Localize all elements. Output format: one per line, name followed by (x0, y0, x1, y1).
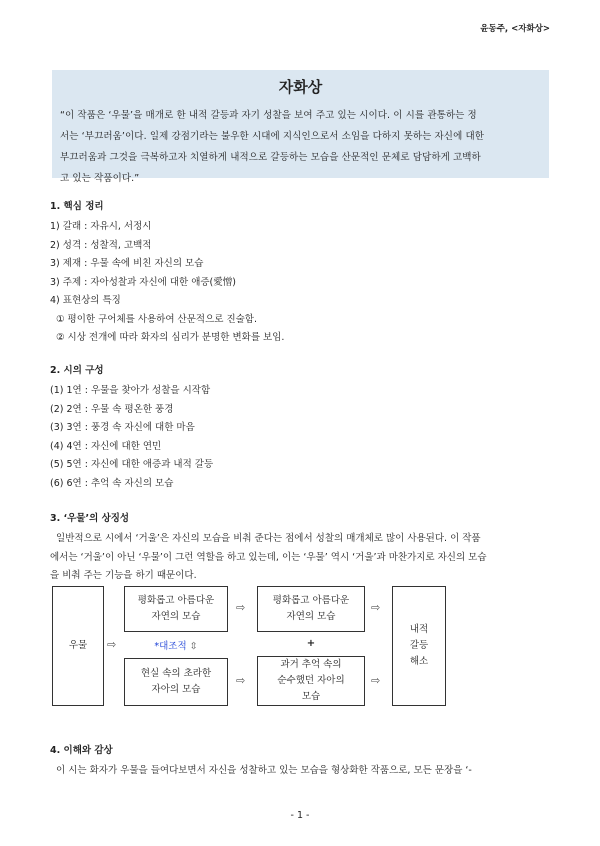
page-number: - 1 - (290, 810, 310, 821)
summary-text (60, 105, 541, 189)
list-item: 2) 성격 : 성찰적, 고백적 (50, 239, 152, 251)
box-past-self (257, 656, 365, 706)
box-conflict-resolution (392, 586, 446, 706)
box-line: 현실 속의 초라한 (140, 668, 212, 679)
summary-line: 고 있는 작품이다.” (60, 173, 140, 184)
box-line: 내적 (409, 624, 429, 635)
list-item: (5) 5연 : 자신에 대한 애증과 내적 갈등 (50, 459, 214, 470)
sub-list-item: ② 시상 전개에 따라 화자의 심리가 분명한 변화를 보임. (56, 332, 285, 343)
box-line: 평화롭고 아름다운 (137, 595, 215, 606)
box-line: 해소 (409, 656, 429, 667)
box-line: 자아의 모습 (151, 684, 201, 695)
box-line: 갈등 (409, 640, 429, 651)
section-heading: 1. 핵심 정리 (50, 201, 104, 212)
box-line: 평화롭고 아름다운 (272, 595, 350, 606)
box-nature-scene-1 (124, 586, 228, 632)
right-arrow-icon: ⇨ (371, 674, 381, 687)
section-core-summary (50, 198, 550, 348)
section-appreciation (50, 742, 550, 781)
sub-list-item: ① 평이한 구어체를 사용하여 산문적으로 진술함. (56, 313, 257, 325)
box-line: 과거 추억 속의 (280, 659, 342, 670)
well-label: 우물 (68, 640, 88, 651)
right-arrow-icon: ⇨ (236, 674, 246, 687)
list-item: (1) 1연 : 우물을 찾아가 성찰을 시작함 (50, 385, 211, 396)
paragraph-line: 이 시는 화자가 우물을 들여다보면서 자신을 성찰하고 있는 모습을 형상화한 작품으로, 모든 문장을 ‘- (50, 765, 472, 776)
up-down-arrow-icon: ⇳ (189, 641, 198, 652)
list-item: (2) 2연 : 우물 속 평온한 풍경 (50, 403, 174, 415)
summary-line: 부끄러움과 그것을 극복하고자 치열하게 내적으로 갈등하는 모습을 산문적인 문체로 담담하게 고백하 (60, 152, 481, 163)
list-item: 1) 갈래 : 자유시, 서정시 (50, 221, 152, 232)
well-box (52, 586, 104, 706)
paragraph-line: 에서는 ‘거울’이 아닌 ‘우물’이 그런 역할을 하고 있는데, 이는 ‘우물’ 역시 ‘거울’과 마찬가지로 자신의 모습 (50, 551, 487, 563)
section-structure (50, 362, 550, 493)
list-item: (3) 3연 : 풍경 속 자신에 대한 마음 (50, 422, 195, 433)
section-heading: 4. 이해와 감상 (50, 745, 113, 756)
list-item: 3) 제재 : 우물 속에 비친 자신의 모습 (50, 258, 204, 269)
paragraph-line: 일반적으로 시에서 ‘거울’은 자신의 모습을 비춰 준다는 점에서 성찰의 매개체로 많이 사용된다. 이 작품 (50, 533, 481, 544)
list-item: 3) 주제 : 자아성찰과 자신에 대한 애증(愛憎) (50, 276, 236, 288)
right-arrow-icon: ⇨ (236, 601, 246, 614)
list-item: (6) 6연 : 추억 속 자신의 모습 (50, 477, 174, 489)
document-title: 자화상 (278, 78, 323, 96)
author-work-label: 윤동주, <자화상> (480, 24, 550, 34)
list-item: 4) 표현상의 특징 (50, 295, 121, 306)
section-heading: 3. ‘우물’의 상징성 (50, 513, 130, 524)
box-nature-scene-2 (257, 586, 365, 632)
contrast-label (124, 638, 228, 652)
summary-line: 서는 ‘부끄러움’이다. 일제 강점기라는 불우한 시대에 지식인으로서 소임을 다하지 못하는 자신에 대한 (60, 131, 485, 142)
right-arrow-icon: ⇨ (371, 601, 381, 614)
paragraph-line: 을 비춰 주는 기능을 하기 때문이다. (50, 570, 197, 581)
box-line: 자연의 모습 (151, 611, 201, 622)
paragraph (50, 530, 550, 586)
box-line: 순수했던 자아의 (277, 675, 345, 686)
box-line: 자연의 모습 (286, 611, 336, 622)
well-symbolism-diagram (52, 586, 548, 706)
plus-sign: + (306, 638, 316, 649)
summary-line: “이 작품은 ‘우물’을 매개로 한 내적 갈등과 자기 성찰을 보여 주고 있는 시이다. 이 시를 관통하는 정 (60, 110, 477, 121)
summary-box (52, 70, 549, 184)
contrast-text: *대조적 (154, 641, 187, 652)
section-symbolism (50, 510, 550, 586)
section-heading: 2. 시의 구성 (50, 365, 104, 376)
list-item: (4) 4연 : 자신에 대한 연민 (50, 440, 162, 452)
box-current-self (124, 658, 228, 706)
box-line: 모습 (301, 691, 321, 702)
right-arrow-icon: ⇨ (107, 638, 117, 651)
